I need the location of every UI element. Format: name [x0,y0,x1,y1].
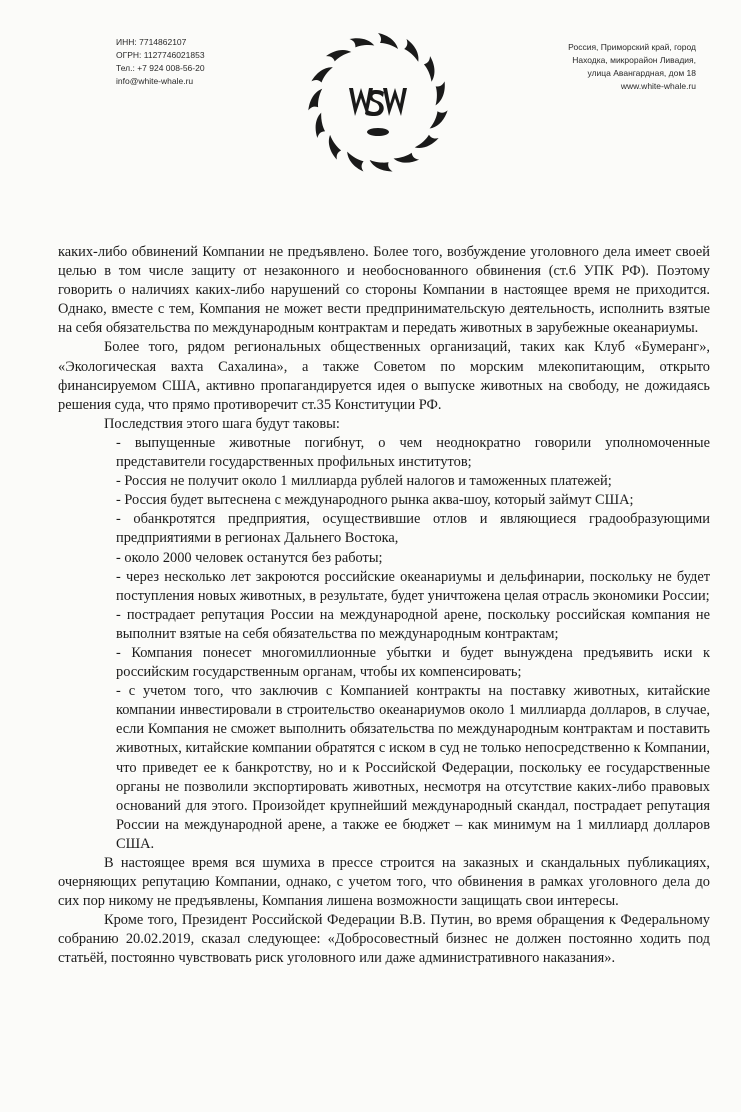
website-line: www.white-whale.ru [620,81,696,91]
list-item: - выпущенные животные погибнут, о чем неоднократно говорили уполномоченные представители государственных профильных институтов; [116,434,710,471]
email-line: info@white-whale.ru [116,76,194,86]
consequences-list [116,434,710,854]
list-item: - пострадает репутация России на международной арене, поскольку российская компания не выполнит взятые на себя обязательства по международным контрактам; [116,606,710,642]
paragraph-2: Более того, рядом региональных общественных организаций, таких как Клуб «Бумеранг», «Экологическая вахта Сахалина», а также Советом по морским млекопитающим, открыто финансируемом США, активно пропагандируется идея о выпуске животных на свободу, не дожидаясь решения суда, что прямо противоречит ст.35 Конституции РФ. [58,339,710,413]
letterhead-contacts [116,36,256,88]
paragraph-1: каких-либо обвинений Компании не предъявлено. Более того, возбуждение уголовного дела имеет своей целью в том числе защиту от незаконного и необоснованного обвинения (ст.6 УПК РФ). Поэтому говорить о наличиях каких-либо нарушений со стороны Компании в настоящее время не приходится. Однако, вместе с тем, Компания не может вести предпринимательскую деятельность, исполнить взятые на себя обязательства по международным контрактам и передать животных в зарубежные океанариумы. [58,244,710,337]
letter-body [58,243,710,969]
list-item: - с учетом того, что заключив с Компанией контракты на поставку животных, китайские компании инвестировали в строительство океанариумов около 1 миллиарда долларов, в случае, если Компания не сможет выполнить обязательства по международным контрактам и поставить животных, китайские компании обратятся с иском в суд не только непосредственно к Компании, что приведет ее к банкротству, но и к Российской Федерации, поскольку ее государственные органы не позволили экспортировать животных, несмотря на отсутствие каких-либо правовых оснований для этого. Произойдет крупнейший международный скандал, пострадает репутация России на международной арене, а также ее бюджет – как минимум на 1 миллиард долларов США. [116,683,710,852]
paragraph-3: Последствия этого шага будут таковы: [104,415,340,432]
list-item: - Россия не получит около 1 миллиарда рублей налогов и таможенных платежей; [116,473,612,490]
list-item: - обанкротятся предприятия, осуществившие отлов и являющиеся градообразующими предприятиями в регионах Дальнего Востока, [116,511,710,547]
dolphin-ring-logo-icon [303,28,453,178]
paragraph-4: В настоящее время вся шумиха в прессе строится на заказных и скандальных публикациях, очерняющих репутацию Компании, однако, с учетом того, что обвинения в рамках уголовного дела до сих пор никому не предъявлены, Компания лишена возможности защищать свои интересы. [58,855,710,910]
list-item: - около 2000 человек останутся без работы; [116,549,383,566]
list-item: - Компания понесет многомиллионные убытки и будет вынуждена предъявить иски к российским государственным органам, чтобы их компенсировать; [116,644,710,681]
phone-line: Тел.: +7 924 008-56-20 [116,63,205,73]
list-item: - через несколько лет закроются российские океанариумы и дельфинарии, поскольку не будет поступления новых животных, в результате, будет уничтожена целая отрасль экономики России; [116,568,710,604]
list-item: - Россия будет вытеснена с международного рынка аква-шоу, который займут США; [116,492,634,509]
inn-line: ИНН: 7714862107 [116,37,187,47]
letterhead-address [520,41,696,93]
address-line-2: Находка, микрорайон Ливадия, [572,55,696,65]
address-line-3: улица Авангардная, дом 18 [587,68,696,78]
ogrn-line: ОГРН: 1127746021853 [116,50,205,60]
paragraph-5: Кроме того, Президент Российской Федерации В.В. Путин, во время обращения к Федеральному собранию 20.02.2019, сказал следующее: «Добросовестный бизнес не должен постоянно ходить под статьёй, постоянно чувствовать риск уголовного или даже административного наказания». [58,912,710,967]
address-line-1: Россия, Приморский край, город [568,42,696,52]
